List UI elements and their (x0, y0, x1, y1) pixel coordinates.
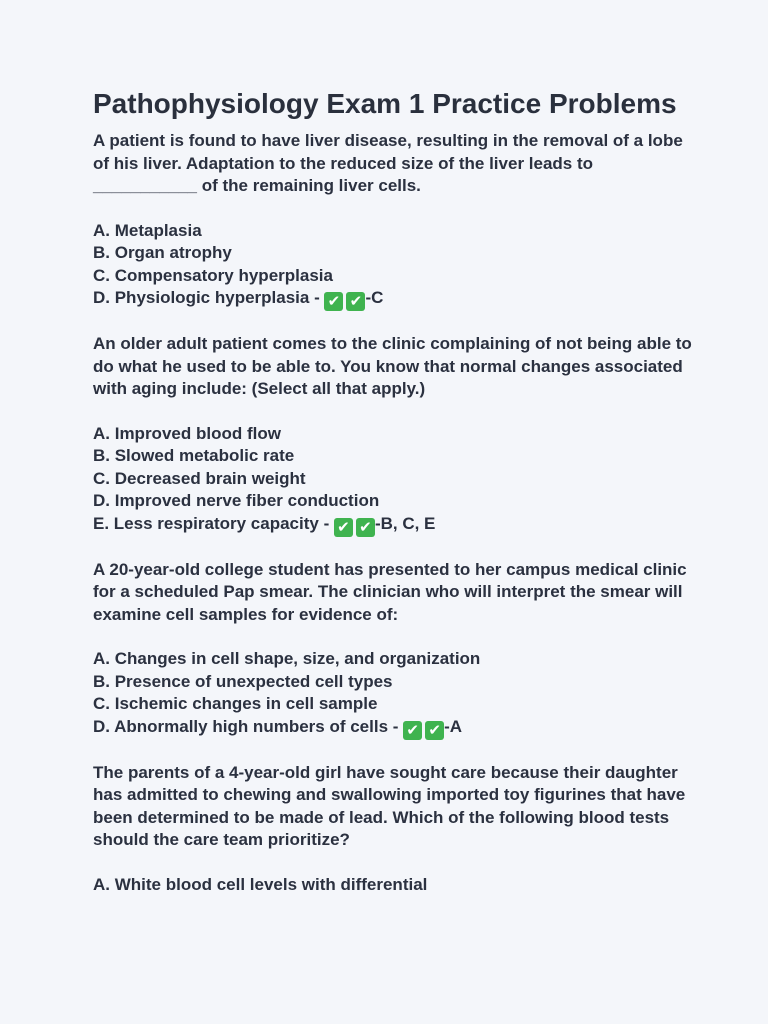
check-mark-icon: ✔ (324, 292, 343, 311)
check-mark-icon: ✔ (356, 518, 375, 537)
option-item-with-answer (93, 287, 693, 311)
option-item: A. White blood cell levels with differential (93, 874, 428, 894)
check-mark-icon: ✔ (403, 721, 422, 740)
option-item: A. Changes in cell shape, size, and organization (93, 649, 481, 668)
option-item: B. Presence of unexpected cell types (93, 671, 393, 691)
question-4-options (93, 874, 693, 897)
option-item: A. Improved blood flow (93, 423, 281, 443)
question-2-text: An older adult patient comes to the clinic complaining of not being able to do what he used to be able to. You know that normal changes associated with aging include: (Select all that apply.) (93, 334, 692, 398)
answer-key: -C (365, 288, 384, 307)
option-item: B. Organ atrophy (93, 243, 232, 262)
answer-key: -B, C, E (374, 513, 436, 533)
option-item: B. Slowed metabolic rate (93, 446, 295, 465)
question-4-text: The parents of a 4-year-old girl have sought care because their daughter has admitted to chewing and swallowing imported toy figurines that have been determined to be made of lead. Which of the following blood tests should the care team prioritize? (93, 762, 686, 849)
question-3-options (93, 648, 693, 740)
option-item: A. Metaplasia (93, 220, 202, 240)
option-item: D. Improved nerve fiber conduction (93, 491, 380, 510)
check-mark-icon: ✔ (425, 721, 444, 740)
question-3-text: A 20-year-old college student has presented to her campus medical clinic for a scheduled Pap smear. The clinician who will interpret the smear will examine cell samples for evidence of: (93, 559, 687, 624)
option-item: C. Compensatory hyperplasia (93, 265, 333, 285)
question-2-options (93, 423, 693, 537)
check-mark-icon: ✔ (346, 292, 365, 311)
question-1-text: A patient is found to have liver disease, resulting in the removal of a lobe of his liver. Adaptation to the reduced size of the liver leads to ___________ of the remaining liver cells. (93, 131, 683, 195)
option-item: C. Decreased brain weight (93, 468, 306, 488)
answer-key: -A (444, 716, 463, 736)
question-1-options (93, 220, 693, 312)
option-item-with-answer (93, 513, 693, 537)
option-text: D. Physiologic hyperplasia - (93, 288, 325, 307)
page-title: Pathophysiology Exam 1 Practice Problems (93, 88, 677, 119)
document-page (93, 84, 693, 918)
check-mark-icon: ✔ (334, 518, 353, 537)
option-item: C. Ischemic changes in cell sample (93, 694, 378, 713)
option-item-with-answer (93, 716, 693, 740)
option-text: D. Abnormally high numbers of cells - (93, 716, 404, 736)
option-text: E. Less respiratory capacity - (93, 513, 334, 533)
